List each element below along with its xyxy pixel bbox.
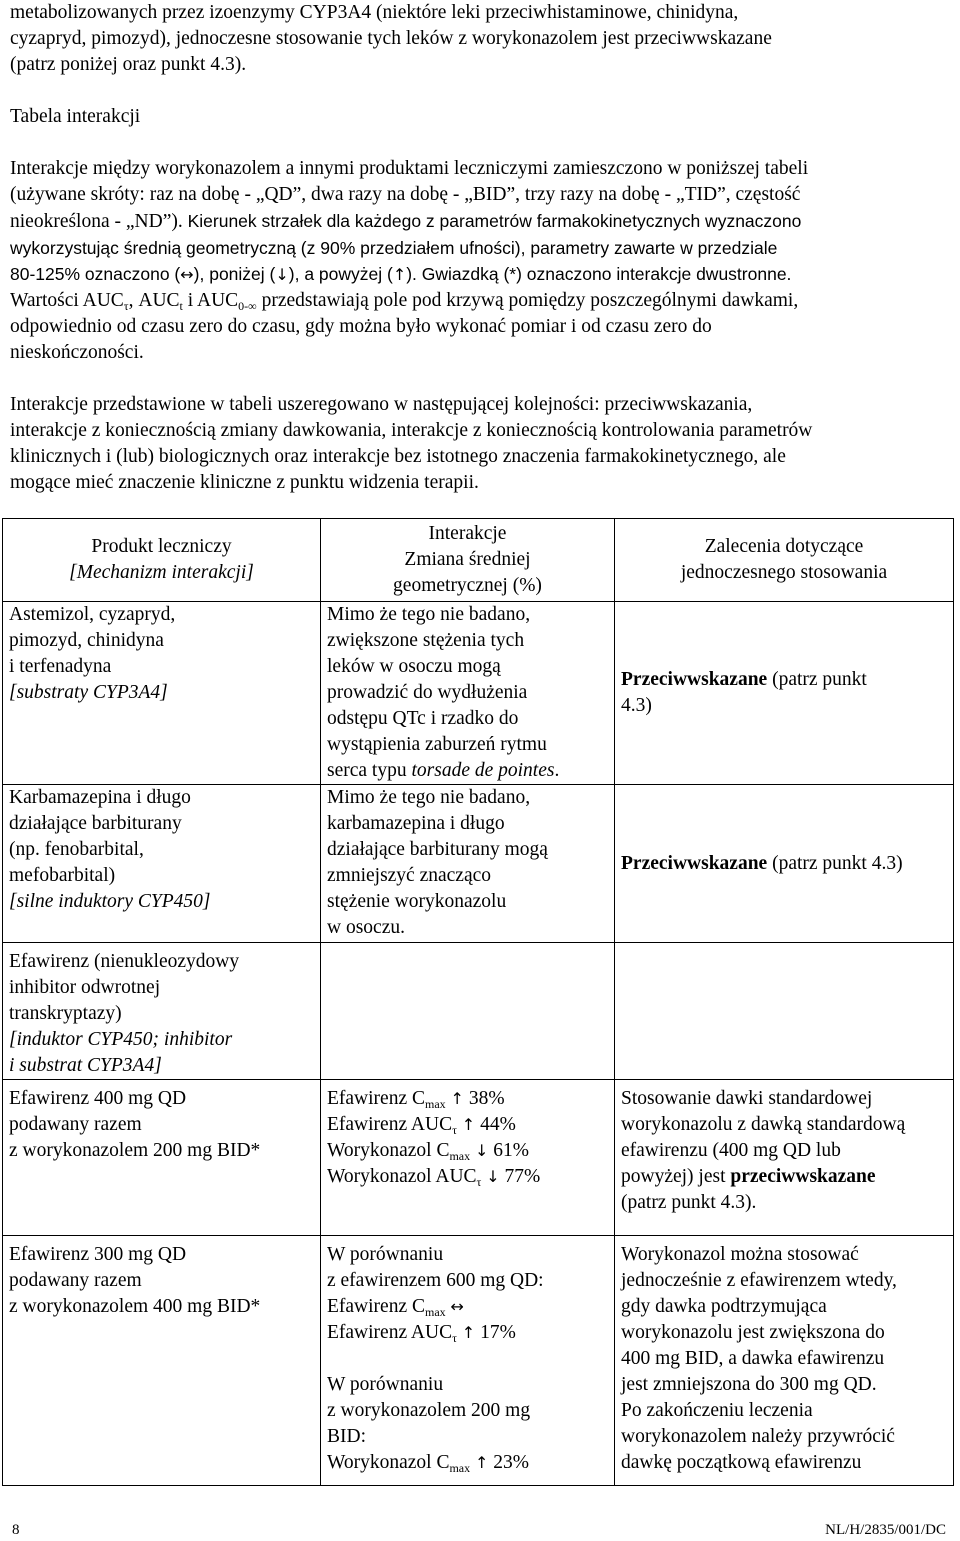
cell-line: jest zmniejszona do 300 mg QD. — [621, 1374, 877, 1395]
header-interactions — [321, 519, 615, 602]
up-arrow-icon: ↑ — [450, 1089, 464, 1108]
cell-line — [327, 758, 614, 784]
subscript: τ — [123, 299, 129, 313]
para-line: Interakcje między worykonazolem a innymi produktami leczniczymi zamieszczono w poniższej tabeli — [10, 158, 809, 179]
cell-text: 23% — [493, 1452, 530, 1473]
cell-line: Karbamazepina i długo — [9, 787, 191, 808]
cell-line: podawany razem — [9, 1270, 142, 1291]
para-text: , AUC — [128, 290, 180, 311]
cell-interaction — [321, 943, 615, 1080]
paragraph-interactions — [10, 156, 950, 366]
table-row — [3, 1236, 954, 1486]
cell-text: Efawirenz C — [327, 1296, 425, 1317]
cell-line: zwiększone stężenia tych — [327, 630, 525, 651]
intro-line: (patrz poniżej oraz punkt 4.3). — [10, 54, 247, 75]
cell-line: (patrz punkt 4.3). — [621, 1192, 757, 1213]
cell-recommendation — [615, 602, 954, 785]
cell-recommendation — [615, 1080, 954, 1236]
cell-line: dawkę początkową efawirenzu — [621, 1452, 862, 1473]
pk-line — [327, 1164, 614, 1190]
cell-text: 38% — [468, 1088, 505, 1109]
subscript: 0-∞ — [238, 299, 257, 313]
cell-line: [induktor CYP450; inhibitor — [9, 1029, 233, 1050]
up-arrow-icon: ↑ — [461, 1115, 476, 1134]
cell-line: stężenie worykonazolu — [327, 891, 507, 912]
para-line — [10, 182, 950, 208]
cell-line: Po zakończeniu leczenia — [621, 1400, 813, 1421]
subscript: max — [425, 1097, 446, 1111]
para-line: klinicznych i (lub) biologicznych oraz interakcje bez istotnego znaczenia farmakokinetycznego, ale — [10, 446, 786, 467]
cell-line: Mimo że tego nie badano, — [327, 787, 531, 808]
header-text: Produkt leczniczy — [91, 536, 232, 557]
cell-line: worykonazolu z dawką standardową — [621, 1114, 906, 1135]
cell-line: i terfenadyna — [9, 656, 112, 677]
up-arrow-icon: ↑ — [475, 1453, 489, 1472]
subscript: τ — [476, 1175, 482, 1189]
para-line — [10, 288, 950, 314]
down-arrow-icon: ↓ — [486, 1167, 500, 1186]
para-text: przedstawiają pole pod krzywą pomiędzy poszczególnymi dawkami, — [256, 290, 799, 311]
pk-line — [327, 1112, 614, 1138]
header-text: [Mechanizm interakcji] — [69, 562, 254, 583]
cell-line: Stosowanie dawki standardowej — [621, 1088, 873, 1109]
cell-recommendation — [615, 943, 954, 1080]
table-row — [3, 943, 954, 1080]
down-arrow-icon: ↓ — [475, 1141, 489, 1160]
cell-line: z efawirenzem 600 mg QD: — [327, 1270, 544, 1291]
subscript: max — [449, 1461, 471, 1475]
cell-line: transkryptazy) — [9, 1003, 122, 1024]
cell-line: W porównaniu — [327, 1244, 444, 1265]
cell-line — [621, 851, 953, 877]
header-recommendation — [615, 519, 954, 602]
para-text: nieokreślona - „ND”). — [10, 211, 183, 232]
document-page — [10, 0, 950, 496]
cell-line — [621, 667, 953, 693]
cell-product — [3, 1236, 321, 1486]
down-arrow-icon: ↓ — [275, 265, 289, 284]
document-code: NL/H/2835/001/DC — [825, 1522, 946, 1538]
pk-line — [327, 1086, 614, 1112]
subscript: τ — [452, 1331, 457, 1345]
up-arrow-icon: ↑ — [461, 1323, 476, 1342]
cell-text: 61% — [493, 1140, 530, 1161]
cell-recommendation — [615, 785, 954, 943]
cell-recommendation — [615, 1236, 954, 1486]
para-line: nieskończoności. — [10, 342, 144, 363]
header-text: geometrycznej (%) — [393, 575, 542, 596]
cell-text: Efawirenz AUC — [327, 1322, 453, 1343]
cell-line: 400 mg BID, a dawka efawirenzu — [621, 1348, 885, 1369]
cell-line: efawirenzu (400 mg QD lub — [621, 1140, 841, 1161]
cell-line: z worykonazolem 200 mg BID* — [9, 1140, 261, 1161]
cell-line: [silne induktory CYP450] — [9, 891, 211, 912]
cell-text: Efawirenz C — [327, 1088, 425, 1109]
intro-line: metabolizowanych przez izoenzymy CYP3A4 (niektóre leki przeciwhistaminowe, chinidyna, — [10, 2, 739, 23]
subscript: max — [425, 1305, 446, 1319]
page-number: 8 — [12, 1522, 20, 1538]
cell-line: BID: — [327, 1426, 366, 1447]
cell-line: Worykonazol można stosować — [621, 1244, 859, 1265]
cell-text: serca typu — [327, 760, 412, 781]
cell-line: wystąpienia zaburzeń rytmu — [327, 734, 547, 755]
cell-text: 17% — [480, 1322, 516, 1343]
cell-line: gdy dawka podtrzymująca — [621, 1296, 827, 1317]
header-text: Zalecenia dotyczące — [704, 536, 864, 557]
cell-text: przeciwwskazane — [730, 1166, 876, 1187]
table-row — [3, 1080, 954, 1236]
pk-line — [327, 1450, 614, 1476]
cell-interaction — [321, 1080, 615, 1236]
pk-line — [327, 1138, 614, 1164]
cell-text: . — [554, 760, 560, 781]
cell-product — [3, 602, 321, 785]
cell-line: inhibitor odwrotnej — [9, 977, 161, 998]
cell-line: i substrat CYP3A4] — [9, 1055, 162, 1076]
header-product — [3, 519, 321, 602]
cell-text: Przeciwwskazane — [621, 669, 768, 690]
header-text: jednoczesnego stosowania — [680, 562, 888, 583]
subscript: τ — [452, 1123, 457, 1137]
subscript: max — [449, 1149, 471, 1163]
cell-line: karbamazepina i długo — [327, 813, 505, 834]
cell-line: (np. fenobarbital, — [9, 839, 144, 860]
cell-text: (patrz punkt — [767, 669, 867, 690]
pk-line — [327, 1320, 614, 1346]
cell-line: Efawirenz 300 mg QD — [9, 1244, 187, 1265]
cell-line: Efawirenz 400 mg QD — [9, 1088, 187, 1109]
subscript: t — [179, 299, 183, 313]
cell-line: 4.3) — [621, 695, 652, 716]
para-line — [10, 261, 950, 288]
cell-line: Astemizol, cyzapryd, — [9, 604, 176, 625]
paragraph-order — [10, 392, 950, 496]
para-line: interakcje z koniecznością zmiany dawkowania, interakcje z koniecznością kontrolowania parametrów — [10, 420, 813, 441]
interaction-table — [2, 518, 954, 1486]
cell-text: Efawirenz AUC — [327, 1114, 453, 1135]
para-text: ), poniżej ( — [193, 264, 276, 284]
para-text: Kierunek strzałek dla każdego z parametrów farmakokinetycznych wyznaczono — [182, 211, 802, 231]
cell-text: 77% — [504, 1166, 541, 1187]
cell-product — [3, 943, 321, 1080]
cell-text: Worykonazol AUC — [327, 1166, 477, 1187]
cell-text: 44% — [480, 1114, 516, 1135]
header-text: Zmiana średniej — [404, 549, 531, 570]
section-heading: Tabela interakcji — [10, 106, 141, 127]
cell-line: mefobarbital) — [9, 865, 116, 886]
cell-line: [substraty CYP3A4] — [9, 682, 168, 703]
cell-line: Mimo że tego nie badano, — [327, 604, 531, 625]
cell-product — [3, 1080, 321, 1236]
para-text: Wartości AUC — [10, 290, 124, 311]
both-arrow-icon: ↔ — [180, 265, 194, 284]
cell-text: Przeciwwskazane — [621, 852, 768, 874]
cell-interaction — [321, 1236, 615, 1486]
cell-line: Efawirenz (nienukleozydowy — [9, 951, 240, 972]
cell-text: powyżej) jest — [621, 1166, 731, 1187]
table-header-row — [3, 519, 954, 602]
cell-line: prowadzić do wydłużenia — [327, 682, 528, 703]
cell-text: Worykonazol C — [327, 1452, 450, 1473]
cell-line: w osoczu. — [327, 917, 405, 938]
cell-product — [3, 785, 321, 943]
intro-line: cyzapryd, pimozyd), jednoczesne stosowanie tych leków z worykonazolem jest przeciwwskazane — [10, 28, 772, 49]
pk-line — [327, 1294, 614, 1320]
para-text: 80-125% oznaczono ( — [10, 264, 181, 284]
cell-text: (patrz punkt 4.3) — [767, 852, 903, 874]
cell-line — [621, 1164, 953, 1190]
cell-line: podawany razem — [9, 1114, 142, 1135]
cell-line: zmniejszyć znacząco — [327, 865, 492, 886]
table-row — [3, 785, 954, 943]
cell-text: torsade de pointes — [411, 760, 555, 781]
para-line: odpowiednio od czasu zero do czasu, gdy można było wykonać pomiar i od czasu zero do — [10, 316, 712, 337]
para-line: mogące mieć znaczenie kliniczne z punktu widzenia terapii. — [10, 472, 479, 493]
para-text: ), a powyżej ( — [288, 264, 393, 284]
header-text: Interakcje — [428, 523, 507, 544]
cell-line: odstępu QTc i rzadko do — [327, 708, 519, 729]
cell-line: W porównaniu — [327, 1374, 444, 1395]
para-text: ). Gwiazdką (*) oznaczono interakcje dwustronne. — [406, 264, 792, 284]
para-text: (używane skróty: raz na dobę - „QD”, dwa razy na dobę - „BID”, trzy razy na dobę - „TID”, częstość — [10, 184, 801, 205]
both-arrow-icon: ↔ — [450, 1297, 464, 1316]
cell-line: leków w osoczu mogą — [327, 656, 501, 677]
cell-line: jednocześnie z efawirenzem wtedy, — [621, 1270, 897, 1291]
para-text: i AUC — [182, 290, 239, 311]
cell-text: Worykonazol C — [327, 1140, 450, 1161]
cell-line: z worykonazolem 200 mg — [327, 1400, 531, 1421]
cell-line: worykonazolem należy przywrócić — [621, 1426, 895, 1447]
cell-line: z worykonazolem 400 mg BID* — [9, 1296, 261, 1317]
cell-line: pimozyd, chinidyna — [9, 630, 164, 651]
cell-interaction — [321, 785, 615, 943]
cell-line: działające barbiturany mogą — [327, 839, 548, 860]
cell-interaction — [321, 602, 615, 785]
para-line: wykorzystując średnią geometryczną (z 90% przedziałem ufności), parametry zawarte w przedziale — [10, 238, 778, 258]
para-line — [10, 208, 950, 235]
up-arrow-icon: ↑ — [392, 265, 407, 284]
para-line: Interakcje przedstawione w tabeli uszeregowano w następującej kolejności: przeciwwskazania, — [10, 394, 753, 415]
cell-line: worykonazolu jest zwiększona do — [621, 1322, 885, 1343]
cell-line: działające barbiturany — [9, 813, 182, 834]
table-row — [3, 602, 954, 785]
